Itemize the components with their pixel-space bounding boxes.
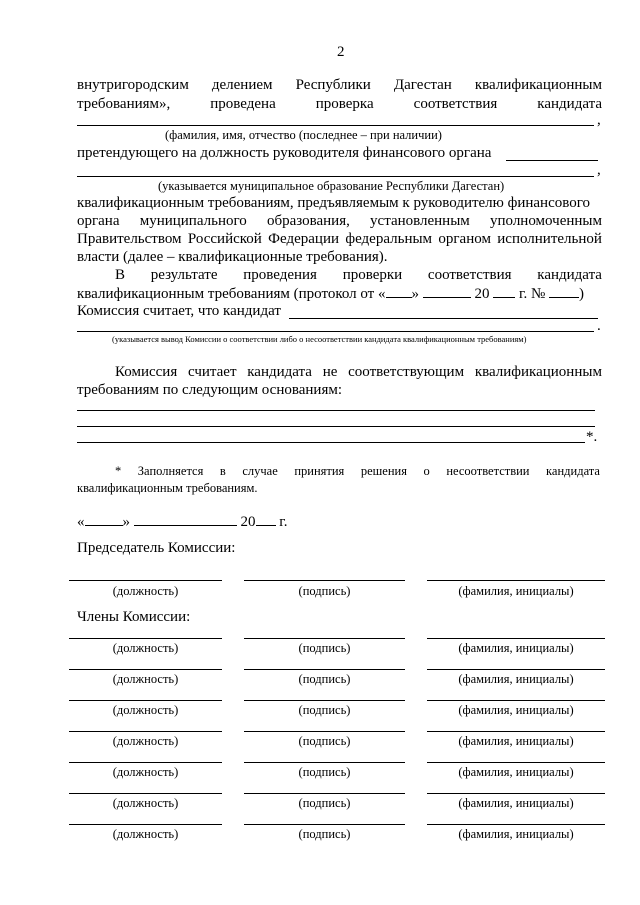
word: органом [438,231,491,247]
member-name-caption: (фамилия, инициалы) [458,703,574,717]
word: кандидата [537,96,602,112]
member-signature-line[interactable] [244,669,405,670]
date-line [77,513,287,531]
member-name-line[interactable] [427,793,605,794]
period: . [597,318,601,334]
member-position-caption: (должность) [112,703,179,717]
caption-name: (фамилия, инициалы) [458,584,574,598]
members-title: Члены Комиссии: [77,609,191,625]
member-name-caption: (фамилия, инициалы) [458,827,574,841]
member-position-caption: (должность) [112,672,179,686]
word: квалификационным [474,364,602,380]
footnote-line-2: квалификационным требованиям. [77,481,258,495]
member-signature-line[interactable] [244,638,405,639]
municipality-line[interactable] [77,176,594,177]
chairman-title: Председатель Комиссии: [77,540,236,556]
member-name-caption: (фамилия, инициалы) [458,641,574,655]
word: органа [77,213,120,229]
result-line-1 [115,267,602,284]
member-signature-caption: (подпись) [298,827,351,841]
word: * [115,464,122,478]
member-position-line[interactable] [69,700,222,701]
member-position-line[interactable] [69,731,222,732]
member-signature-caption: (подпись) [298,734,351,748]
reason-line-3[interactable] [77,442,585,443]
member-signature-line[interactable] [244,793,405,794]
member-name-line[interactable] [427,638,605,639]
word: образования, [266,213,350,229]
protocol-text: квалификационным требованиям (протокол от « [77,286,386,302]
intro-line-2 [77,96,602,113]
chairman-name-line[interactable] [427,580,605,581]
conclusion-line[interactable] [77,331,594,332]
word: В [115,267,126,283]
member-position-line[interactable] [69,793,222,794]
word: кандидата [537,267,602,283]
member-position-line[interactable] [69,638,222,639]
footnote-line-1 [115,464,600,478]
word: Правительством [77,231,182,247]
member-name-line[interactable] [427,731,605,732]
protocol-day-field[interactable] [386,285,412,298]
member-position-line[interactable] [69,762,222,763]
number-label: г. № [519,286,546,302]
member-signature-caption: (подпись) [298,641,351,655]
protocol-month-field[interactable] [423,285,471,298]
member-position-caption: (должность) [112,765,179,779]
member-signature-line[interactable] [244,762,405,763]
word: проведена [210,96,276,112]
word: муниципального [139,213,247,229]
word: уполномоченным [489,213,602,229]
word: проверка [315,96,374,112]
member-name-caption: (фамилия, инициалы) [458,672,574,686]
word: делением [211,77,273,93]
year-prefix: 20 [240,514,256,530]
word: Заполняется [137,464,204,478]
chairman-position-line[interactable] [69,580,222,581]
applicant-blank[interactable] [506,160,598,161]
caption-position: (должность) [112,584,179,598]
member-position-caption: (должность) [112,827,179,841]
word: соответствующим [348,364,465,380]
member-name-line[interactable] [427,762,605,763]
reason-line-2[interactable] [77,426,595,427]
member-name-caption: (фамилия, инициалы) [458,765,574,779]
close-quote: » [122,514,130,530]
intro-line-4 [77,213,602,230]
word: внутригородским [77,77,189,93]
word: проведения [243,267,317,283]
caption-fio: (фамилия, имя, отчество (последнее – при наличии) [165,128,442,142]
member-signature-caption: (подпись) [298,672,351,686]
member-name-caption: (фамилия, инициалы) [458,796,574,810]
word: результате [150,267,218,283]
word: Федерации [268,231,340,247]
word: соответствия [427,267,512,283]
member-signature-caption: (подпись) [298,765,351,779]
member-position-caption: (должность) [112,796,179,810]
year-suffix: г. [279,514,288,530]
page-number: 2 [337,44,345,60]
word: в [219,464,226,478]
member-position-caption: (должность) [112,734,179,748]
word: федеральным [345,231,433,247]
intro-line-6: власти (далее – квалификационные требования). [77,249,388,265]
member-name-line[interactable] [427,824,605,825]
member-signature-caption: (подпись) [298,796,351,810]
close-quote: » [411,286,419,302]
word: Дагестан [393,77,452,93]
reason-line-1[interactable] [77,410,595,411]
intro-line-1 [77,77,602,94]
word: проверки [342,267,403,283]
protocol-number-field[interactable] [549,285,579,298]
result-line-2 [77,285,584,303]
caption-signature: (подпись) [298,584,351,598]
word: о [423,464,430,478]
caption-conclusion: (указывается вывод Комиссии о соответствии либо о несоответствии кандидата квалификационным требованиям) [112,334,527,344]
member-name-line[interactable] [427,700,605,701]
date-month-field[interactable] [134,513,237,526]
intro-line-3: квалификационным требованиям, предъявляемым к руководителю финансового [77,195,591,211]
chairman-signature-line[interactable] [244,580,405,581]
word: несоответствии [446,464,530,478]
member-signature-line[interactable] [244,700,405,701]
open-quote: « [77,514,85,530]
word: кандидата [546,464,600,478]
member-name-caption: (фамилия, инициалы) [458,734,574,748]
candidate-name-line[interactable] [77,125,594,126]
word: кандидата [247,364,312,380]
candidate-blank[interactable] [289,318,598,319]
member-position-line[interactable] [69,824,222,825]
word: принятия [294,464,345,478]
word: исполнительной [497,231,602,247]
member-signature-line[interactable] [244,731,405,732]
date-year-field[interactable] [256,513,276,526]
footnote-mark: *. [586,429,598,445]
word: квалификационным [474,77,602,93]
word: требованиям», [77,96,171,112]
noncompliance-line-2: требованиям по следующим основаниям: [77,382,343,398]
noncompliance-line-1 [115,364,602,381]
word: случае [242,464,278,478]
protocol-year-field[interactable] [493,285,515,298]
word: Республики [295,77,371,93]
member-signature-line[interactable] [244,824,405,825]
member-position-caption: (должность) [112,641,179,655]
member-position-line[interactable] [69,669,222,670]
caption-municipality: (указывается муниципальное образование Республики Дагестан) [158,179,505,193]
year-prefix: 20 [474,286,490,302]
word: Комиссия [115,364,178,380]
word: считает [187,364,237,380]
comma: , [597,162,601,178]
date-day-field[interactable] [85,513,123,526]
word: соответствия [413,96,498,112]
word: решения [360,464,407,478]
intro-line-5 [77,231,602,248]
word: установленным [370,213,470,229]
comma: , [597,112,601,128]
applicant-line-text: претендующего на должность руководителя финансового органа [77,145,492,161]
result-line-3: Комиссия считает, что кандидат [77,303,281,319]
member-name-line[interactable] [427,669,605,670]
close-paren: ) [579,286,585,302]
word: не [322,364,338,380]
member-signature-caption: (подпись) [298,703,351,717]
word: Российской [187,231,262,247]
